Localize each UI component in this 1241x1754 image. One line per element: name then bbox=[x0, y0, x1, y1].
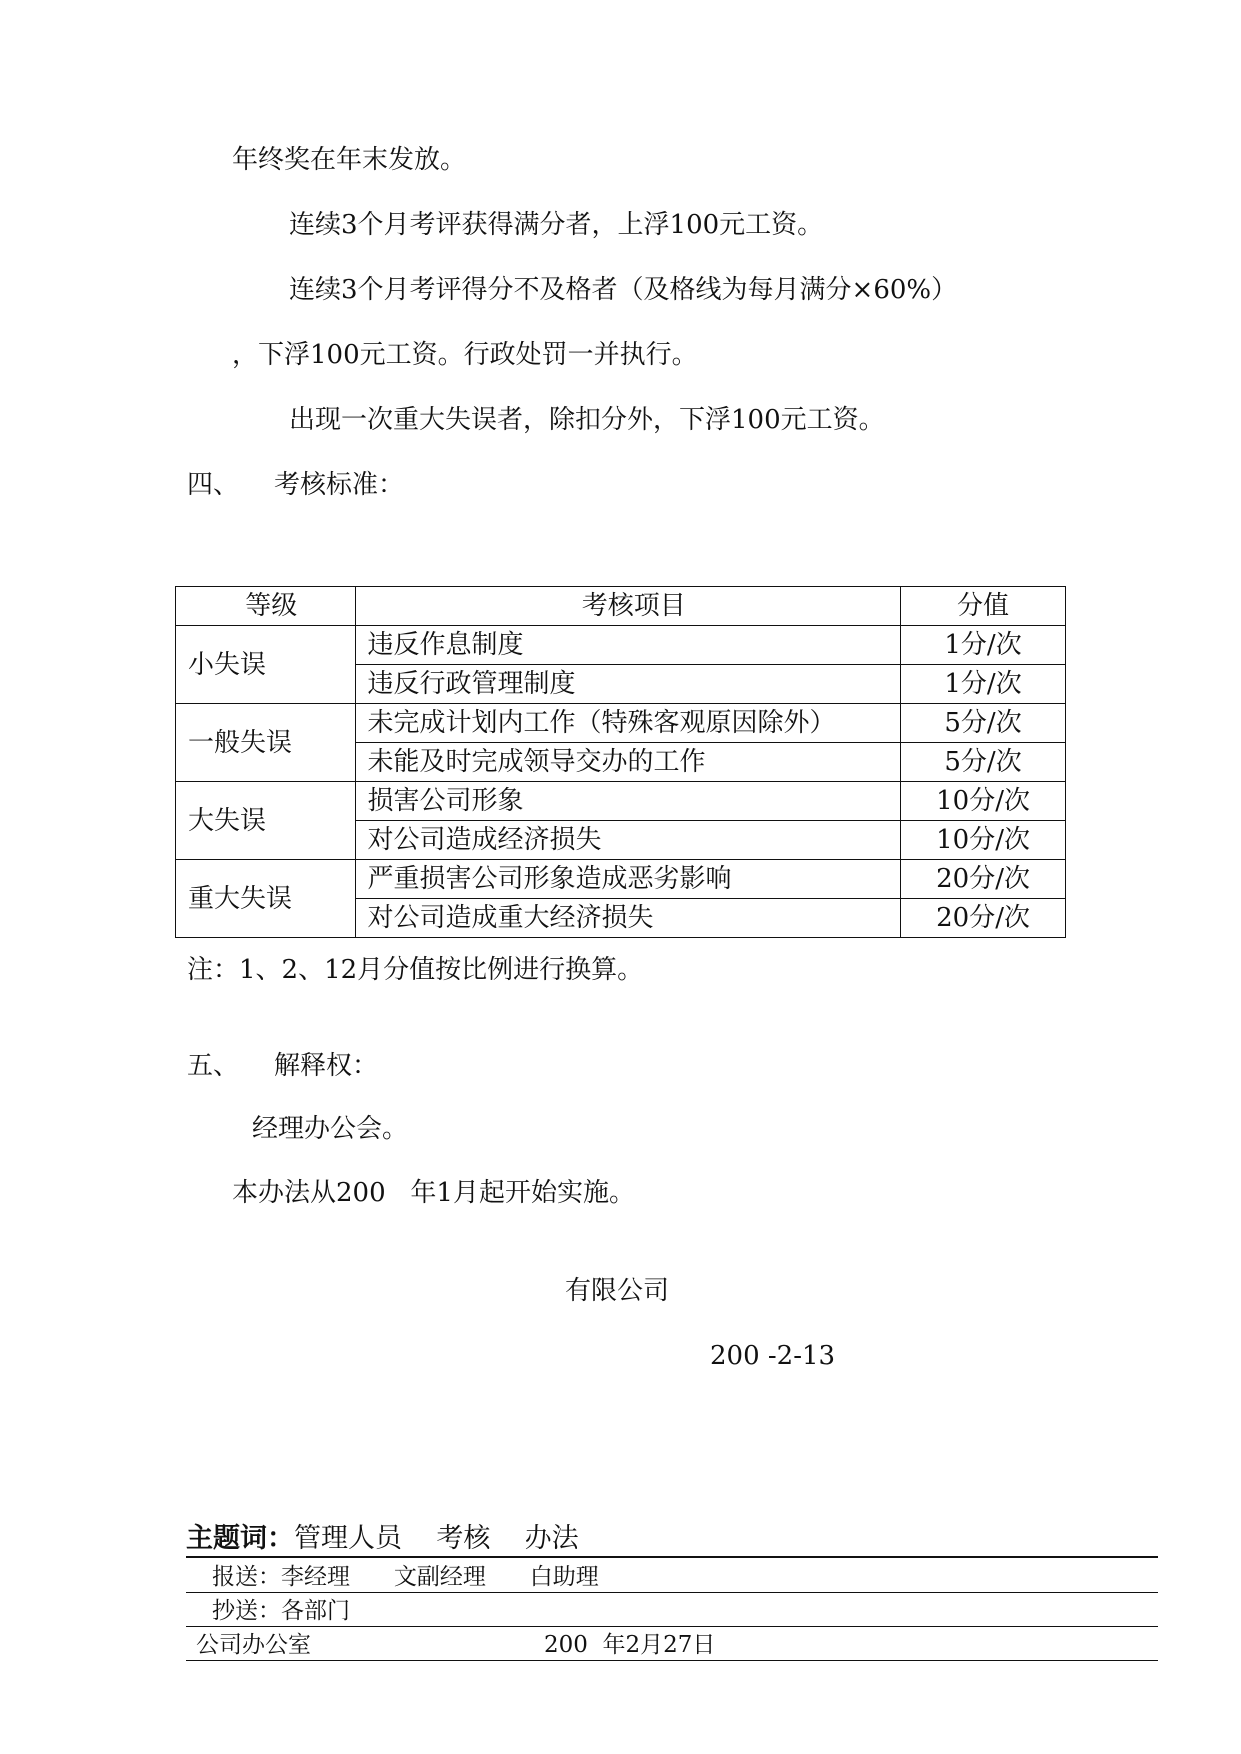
effective-date-statement: 本办法从200 年1月起开始实施。 bbox=[232, 1178, 635, 1208]
section5-number: 五、 bbox=[187, 1051, 240, 1081]
section5-title: 解释权： bbox=[274, 1051, 379, 1081]
footer-divider-top bbox=[186, 1556, 1158, 1558]
table-note: 注：1、2、12月分值按比例进行换算。 bbox=[187, 955, 644, 985]
header-grade: 等级 bbox=[176, 587, 356, 626]
grade-cell: 重大失误 bbox=[176, 860, 356, 938]
paragraph-year-end-bonus: 年终奖在年末发放。 bbox=[232, 145, 467, 175]
table-header-row bbox=[176, 587, 1066, 626]
item-cell: 违反行政管理制度 bbox=[355, 665, 901, 704]
table-row bbox=[176, 626, 1066, 665]
send-to-line: 报送：李经理 文副经理 白助理 bbox=[212, 1564, 599, 1590]
score-cell: 20分/次 bbox=[901, 860, 1066, 899]
keywords-label: 主题词： bbox=[186, 1523, 294, 1554]
section4-number: 四、 bbox=[187, 470, 240, 500]
grade-cell: 大失误 bbox=[176, 782, 356, 860]
item-cell: 损害公司形象 bbox=[355, 782, 901, 821]
section4-title: 考核标准： bbox=[274, 470, 405, 500]
section5-body: 经理办公会。 bbox=[252, 1114, 409, 1144]
score-cell: 10分/次 bbox=[901, 782, 1066, 821]
signature-date: 200 -2-13 bbox=[710, 1341, 836, 1371]
grade-cell: 一般失误 bbox=[176, 704, 356, 782]
score-cell: 5分/次 bbox=[901, 704, 1066, 743]
header-score: 分值 bbox=[901, 587, 1066, 626]
score-cell: 5分/次 bbox=[901, 743, 1066, 782]
footer-divider-bottom bbox=[186, 1660, 1158, 1661]
table-row bbox=[176, 782, 1066, 821]
assessment-table bbox=[175, 586, 1066, 938]
keywords-line bbox=[186, 1522, 579, 1556]
item-cell: 对公司造成重大经济损失 bbox=[355, 899, 901, 938]
copy-to-line: 抄送：各部门 bbox=[212, 1598, 350, 1624]
item-cell: 违反作息制度 bbox=[355, 626, 901, 665]
item-cell: 对公司造成经济损失 bbox=[355, 821, 901, 860]
paragraph-fail-deduction-continued: ，下浮100元工资。行政处罚一并执行。 bbox=[232, 340, 698, 370]
score-cell: 1分/次 bbox=[901, 626, 1066, 665]
item-cell: 未能及时完成领导交办的工作 bbox=[355, 743, 901, 782]
table-row bbox=[176, 704, 1066, 743]
paragraph-major-error: 出现一次重大失误者，除扣分外，下浮100元工资。 bbox=[289, 405, 885, 435]
grade-cell: 小失误 bbox=[176, 626, 356, 704]
item-cell: 严重损害公司形象造成恶劣影响 bbox=[355, 860, 901, 899]
keywords-value: 管理人员 考核 办法 bbox=[294, 1523, 579, 1554]
header-item: 考核项目 bbox=[355, 587, 901, 626]
footer-divider bbox=[186, 1626, 1158, 1627]
item-cell: 未完成计划内工作（特殊客观原因除外） bbox=[355, 704, 901, 743]
paragraph-full-score-raise: 连续3个月考评获得满分者，上浮100元工资。 bbox=[289, 210, 824, 240]
score-cell: 20分/次 bbox=[901, 899, 1066, 938]
issue-date: 200 年2月27日 bbox=[544, 1632, 716, 1658]
footer-divider bbox=[186, 1592, 1158, 1593]
paragraph-fail-deduction: 连续3个月考评得分不及格者（及格线为每月满分×60%） bbox=[289, 275, 958, 305]
table-row bbox=[176, 860, 1066, 899]
signature-company: 有限公司 bbox=[565, 1276, 670, 1306]
issuer: 公司办公室 bbox=[196, 1632, 311, 1658]
score-cell: 10分/次 bbox=[901, 821, 1066, 860]
score-cell: 1分/次 bbox=[901, 665, 1066, 704]
